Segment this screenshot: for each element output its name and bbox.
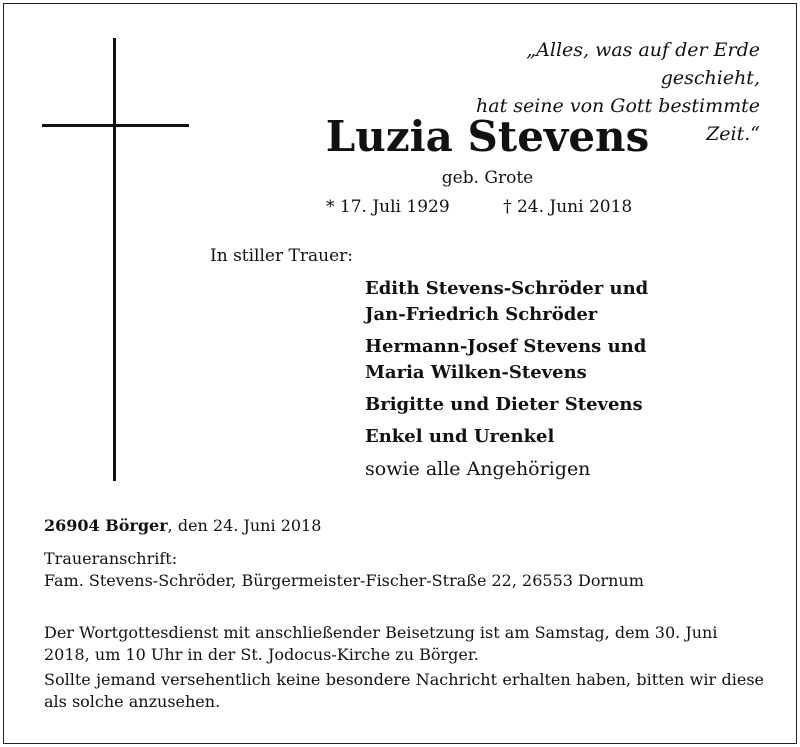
- quote-line-1: „Alles, was auf der Erde geschieht,: [526, 39, 760, 89]
- birth-date: * 17. Juli 1929: [326, 197, 450, 217]
- mourner-list: [365, 276, 648, 482]
- mourner-name: Maria Wilken-Stevens: [365, 362, 587, 383]
- mourner-name: Edith Stevens-Schröder und: [365, 278, 649, 299]
- notice-text: Sollte jemand versehentlich keine besondere Nachricht erhalten haben, bitten wir diese als solche anzusehen.: [44, 670, 764, 711]
- service-text: Der Wortgottesdienst mit anschließender Beisetzung ist am Samstag, dem 30. Juni 2018, um 10 Uhr in der St. Jodocus-Kirche zu Börger.: [44, 623, 718, 664]
- mourner-name: Brigitte und Dieter Stevens: [365, 394, 643, 415]
- quote-line-2: hat seine von Gott bestimmte Zeit.“: [476, 95, 760, 145]
- place-date-text: , den 24. Juni 2018: [167, 516, 322, 535]
- birth-name: geb. Grote: [441, 168, 534, 188]
- address-value: Fam. Stevens-Schröder, Bürgermeister-Fischer-Straße 22, 26553 Dornum: [44, 571, 644, 590]
- life-dates: [326, 197, 632, 217]
- death-date: † 24. Juni 2018: [503, 197, 633, 217]
- mourner-name: Hermann-Josef Stevens und: [365, 336, 647, 357]
- service-info: [44, 622, 764, 713]
- other-relatives: sowie alle Angehörigen: [365, 458, 591, 480]
- place-date: [44, 516, 321, 535]
- mourner-name: Enkel und Urenkel: [365, 426, 555, 447]
- cross-icon: [113, 38, 116, 481]
- mourning-address: [44, 548, 644, 592]
- mourner-name: Jan-Friedrich Schröder: [365, 304, 598, 325]
- mourning-intro: In stiller Trauer:: [210, 246, 353, 266]
- deceased-name: Luzia Stevens: [325, 112, 650, 161]
- place-city: 26904 Börger: [44, 516, 168, 535]
- address-label: Traueranschrift:: [44, 549, 178, 568]
